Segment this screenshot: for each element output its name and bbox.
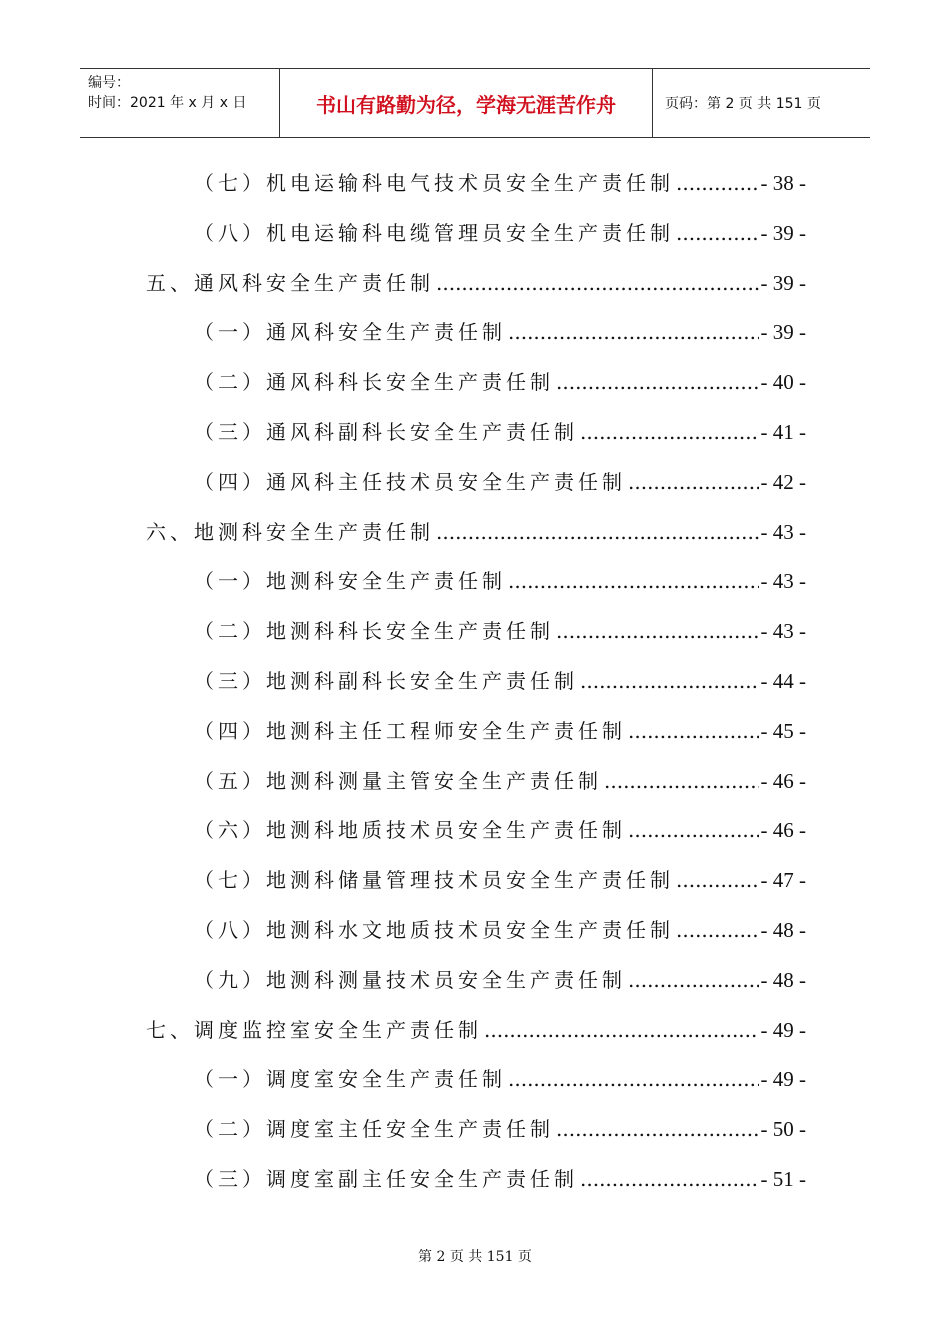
toc-dot-leader <box>556 616 759 646</box>
toc-entry-page: - 48 - <box>760 918 806 942</box>
toc-entry[interactable] <box>194 965 806 995</box>
toc-entry-page: - 39 - <box>760 220 806 245</box>
toc-entry-page: - 39 - <box>760 320 806 345</box>
toc-entry[interactable] <box>194 417 806 447</box>
toc-entry[interactable] <box>194 915 806 945</box>
toc-entry[interactable] <box>146 268 806 298</box>
toc-entry-title: 六、地测科安全生产责任制 <box>146 519 434 544</box>
toc-dot-leader <box>508 317 759 347</box>
toc-entry-page: - 42 - <box>760 469 806 494</box>
toc-entry-page: - 43 - <box>760 519 806 544</box>
toc-entry-title: （七）地测科储量管理技术员安全生产责任制 <box>194 868 674 893</box>
toc-dot-leader <box>628 965 759 995</box>
toc-dot-leader <box>436 268 759 298</box>
toc-dot-leader <box>676 218 759 248</box>
header-meta <box>80 69 280 137</box>
toc-entry-title: （四）地测科主任工程师安全生产责任制 <box>194 718 626 743</box>
toc-entry-page: - 38 - <box>760 171 806 195</box>
toc-entry-page: - 43 - <box>760 569 806 594</box>
toc-entry-title: （二）地测科科长安全生产责任制 <box>194 619 554 644</box>
toc-entry-page: - 44 - <box>760 669 806 693</box>
toc-dot-leader <box>604 766 759 796</box>
toc-dot-leader <box>556 367 759 397</box>
toc-entry-page: - 47 - <box>760 868 806 893</box>
toc-entry[interactable] <box>146 1015 806 1045</box>
toc-entry-title: （一）调度室安全生产责任制 <box>194 1067 506 1092</box>
toc-entry-title: （三）通风科副科长安全生产责任制 <box>194 420 578 444</box>
toc-dot-leader <box>556 1114 759 1144</box>
toc-dot-leader <box>676 865 759 895</box>
toc-entry[interactable] <box>194 467 806 497</box>
toc-entry[interactable] <box>194 1064 806 1094</box>
toc-dot-leader <box>508 1064 759 1094</box>
toc-entry-title: （六）地测科地质技术员安全生产责任制 <box>194 818 626 843</box>
toc-dot-leader <box>628 716 759 746</box>
toc-entry[interactable] <box>194 666 806 696</box>
toc-entry[interactable] <box>194 218 806 248</box>
toc-dot-leader <box>676 168 759 198</box>
toc-dot-leader <box>628 467 759 497</box>
toc-entry-title: （七）机电运输科电气技术员安全生产责任制 <box>194 171 674 195</box>
toc-entry-page: - 43 - <box>760 619 806 644</box>
toc-entry-title: （八）机电运输科电缆管理员安全生产责任制 <box>194 220 674 245</box>
toc-entry[interactable] <box>194 168 806 198</box>
toc-entry-page: - 45 - <box>760 718 806 743</box>
toc-entry-title: （五）地测科测量主管安全生产责任制 <box>194 768 602 793</box>
header-motto: 书山有路勤为径，学海无涯苦作舟 <box>280 69 653 137</box>
toc-entry-page: - 48 - <box>760 967 806 992</box>
toc-entry-page: - 51 - <box>760 1167 806 1191</box>
toc-entry-page: - 39 - <box>760 270 806 295</box>
toc-entry-page: - 40 - <box>760 370 806 395</box>
toc-entry-title: （三）调度室副主任安全生产责任制 <box>194 1167 578 1191</box>
toc-entry-page: - 46 - <box>760 818 806 843</box>
document-number: 编号： <box>88 75 130 91</box>
page-header <box>80 68 870 138</box>
toc-entry[interactable] <box>194 367 806 397</box>
toc-entry[interactable] <box>194 716 806 746</box>
toc-entry-title: （一）地测科安全生产责任制 <box>194 569 506 594</box>
toc-dot-leader <box>580 666 759 696</box>
toc-entry[interactable] <box>194 616 806 646</box>
toc-entry[interactable] <box>194 865 806 895</box>
toc-dot-leader <box>436 517 759 547</box>
toc-entry-page: - 41 - <box>760 420 806 444</box>
toc-entry-page: - 49 - <box>760 1017 806 1042</box>
toc-entry-title: （三）地测科副科长安全生产责任制 <box>194 669 578 693</box>
toc-entry-title: （九）地测科测量技术员安全生产责任制 <box>194 967 626 992</box>
toc-entry-title: （一）通风科安全生产责任制 <box>194 320 506 345</box>
toc-entry-title: （二）调度室主任安全生产责任制 <box>194 1117 554 1142</box>
document-date: 时间：2021 年 x 月 x 日 <box>88 95 247 111</box>
toc-entry[interactable] <box>194 317 806 347</box>
toc-entry-title: 七、调度监控室安全生产责任制 <box>146 1017 482 1042</box>
toc-entry-title: （八）地测科水文地质技术员安全生产责任制 <box>194 918 674 942</box>
toc-entry[interactable] <box>194 1114 806 1144</box>
toc-entry-title: （二）通风科科长安全生产责任制 <box>194 370 554 395</box>
toc-dot-leader <box>484 1015 759 1045</box>
toc-dot-leader <box>508 566 759 596</box>
toc-entry[interactable] <box>194 566 806 596</box>
toc-entry-page: - 46 - <box>760 768 806 793</box>
toc-entry[interactable] <box>194 766 806 796</box>
toc-entry-page: - 49 - <box>760 1067 806 1092</box>
toc-dot-leader <box>580 1164 759 1194</box>
toc-entry[interactable] <box>194 1164 806 1194</box>
header-page-info: 页码：第 2 页 共 151 页 <box>665 96 821 112</box>
toc-entry-title: 五、通风科安全生产责任制 <box>146 270 434 295</box>
page-footer: 第 2 页 共 151 页 <box>418 1249 532 1265</box>
toc-entry[interactable] <box>146 517 806 547</box>
toc-entry-title: （四）通风科主任技术员安全生产责任制 <box>194 469 626 494</box>
toc-dot-leader <box>676 915 759 945</box>
toc-dot-leader <box>628 815 759 845</box>
toc-entry-page: - 50 - <box>760 1117 806 1142</box>
toc-entry[interactable] <box>194 815 806 845</box>
toc-dot-leader <box>580 417 759 447</box>
